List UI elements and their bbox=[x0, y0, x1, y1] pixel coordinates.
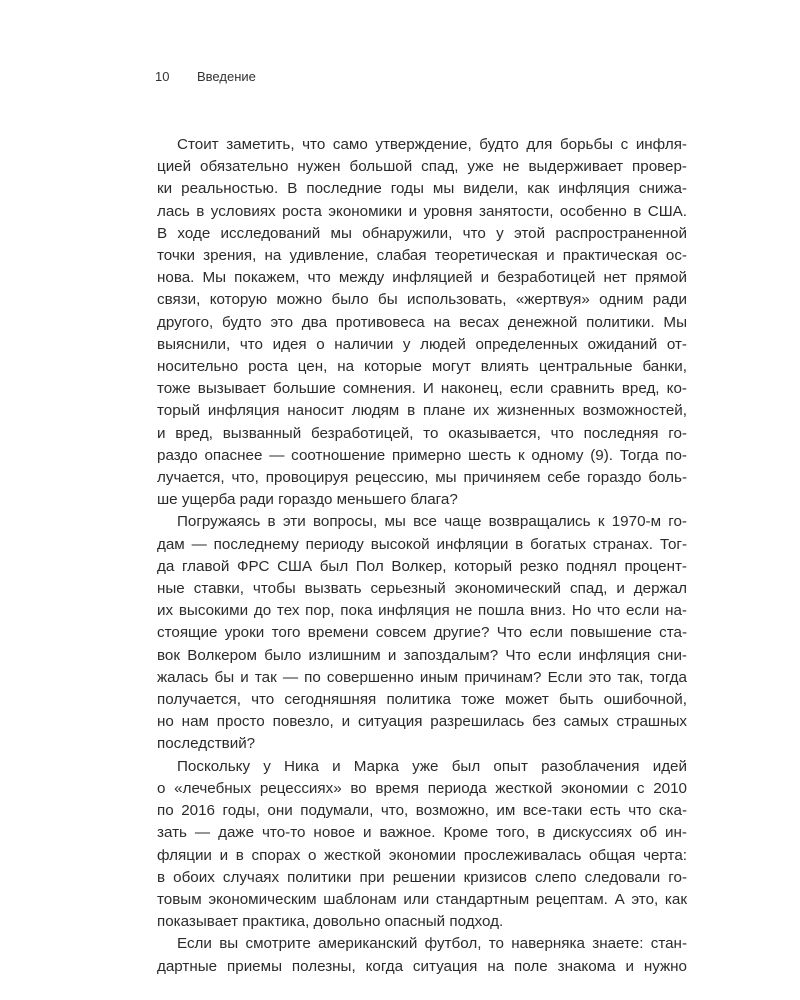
text-line: показывает практика, довольно опасный подход. bbox=[157, 913, 504, 931]
text-line: но нам просто повезло, и ситуация разрешилась без самых страшных bbox=[157, 713, 687, 731]
paragraph bbox=[157, 756, 687, 934]
text-line: раздо опаснее — соотношение примерно шесть к одному (9). Тогда по- bbox=[157, 446, 687, 464]
text-line: по 2016 годы, они подумали, что, возможно, им все-таки есть что ска- bbox=[157, 802, 687, 820]
paragraph bbox=[157, 933, 687, 977]
text-line: в обоих случаях политики при решении кризисов слепо следовали го- bbox=[157, 868, 687, 886]
text-line: дартные приемы полезны, когда ситуация на поле знакома и нужно bbox=[157, 957, 687, 975]
text-line: да главой ФРС США был Пол Волкер, который резко поднял процент- bbox=[157, 557, 687, 575]
text-line: получается, что сегодняшняя политика тоже может быть ошибочной, bbox=[157, 691, 687, 709]
text-line: точки зрения, на удивление, слабая теоретическая и практическая ос- bbox=[157, 247, 687, 265]
text-line: Если вы смотрите американский футбол, то наверняка знаете: стан- bbox=[177, 935, 687, 953]
text-line: тоже вызывает большие сомнения. И наконец, если сравнить вред, ко- bbox=[157, 380, 687, 398]
text-line: ше ущерба ради гораздо меньшего блага? bbox=[157, 491, 458, 509]
text-line: дам — последнему периоду высокой инфляции в богатых странах. Тог- bbox=[157, 535, 687, 553]
text-line: вок Волкером было излишним и запоздалым? Что если инфляция сни- bbox=[157, 646, 687, 664]
text-line: жалась бы и так — по совершенно иным причинам? Если это так, тогда bbox=[157, 668, 687, 686]
text-line: Стоит заметить, что само утверждение, будто для борьбы с инфля- bbox=[177, 136, 687, 153]
text-line: выяснили, что идея о наличии у людей определенных ожиданий от- bbox=[157, 335, 687, 353]
running-head bbox=[155, 69, 256, 85]
text-line: лучается, что, провоцируя рецессию, мы причиняем себе гораздо боль- bbox=[157, 469, 687, 487]
text-line: ные ставки, чтобы вызвать серьезный экономический спад, и держал bbox=[157, 580, 687, 598]
text-line: цией обязательно нужен большой спад, уже не выдерживает провер- bbox=[157, 158, 687, 176]
text-line: В ходе исследований мы обнаружили, что у этой распространенной bbox=[157, 224, 687, 242]
paragraph bbox=[157, 134, 687, 511]
body-text bbox=[157, 134, 687, 978]
paragraph bbox=[157, 511, 687, 755]
section-title: Введение bbox=[197, 69, 256, 84]
text-line: носительно роста цен, на которые могут влиять центральные банки, bbox=[157, 358, 687, 376]
text-line: и вред, вызванный безработицей, то оказывается, что последняя го- bbox=[157, 424, 687, 442]
text-line: Погружаясь в эти вопросы, мы все чаще возвращались к 1970-м го- bbox=[177, 513, 687, 531]
text-line: торый инфляция наносит людям в плане их жизненных возможностей, bbox=[157, 402, 687, 420]
text-line: лась в условиях роста экономики и уровня занятости, особенно в США. bbox=[157, 202, 687, 220]
text-line: их высокими до тех пор, пока инфляция не пошла вниз. Но что если на- bbox=[157, 602, 687, 620]
text-line: фляции и в спорах о жесткой экономии прослеживалась общая черта: bbox=[157, 846, 687, 864]
text-line: последствий? bbox=[157, 735, 256, 753]
text-line: ки реальностью. В последние годы мы видели, как инфляция снижа- bbox=[157, 180, 687, 198]
page-number: 10 bbox=[155, 69, 170, 84]
text-line: о «лечебных рецессиях» во время периода жесткой экономии с 2010 bbox=[157, 779, 687, 797]
text-line: связи, которую можно было бы использовать, «жертвуя» одним ради bbox=[157, 291, 687, 309]
text-line: другого, будто это два противовеса на весах денежной политики. Мы bbox=[157, 313, 687, 331]
text-line: товым экономическим шаблонам или стандартным рецептам. А это, как bbox=[157, 890, 687, 908]
text-line: Поскольку у Ника и Марка уже был опыт разоблачения идей bbox=[177, 757, 687, 775]
text-line: стоящие уроки того времени совсем другие? Что если повышение ста- bbox=[157, 624, 687, 642]
text-line: нова. Мы покажем, что между инфляцией и безработицей нет прямой bbox=[157, 269, 687, 287]
text-line: зать — даже что-то новое и важное. Кроме того, в дискуссиях об ин- bbox=[157, 824, 687, 842]
